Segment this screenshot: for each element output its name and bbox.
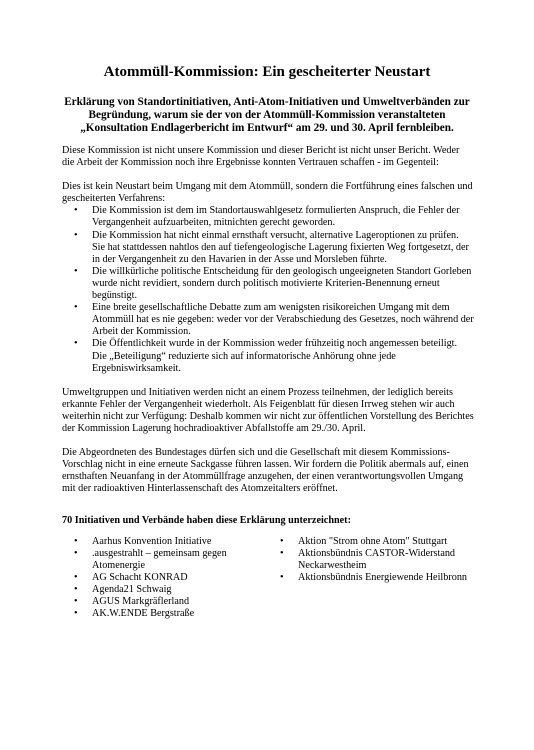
list-item: • .ausgestrahlt – gemeinsam gegen Atomenergie: [92, 548, 268, 572]
signers-right-column: [268, 536, 474, 621]
document-subtitle: Erklärung von Standortinitiativen, Anti-Atom-Initiativen und Umweltverbänden zur Begründung, warum sie der von der Atommüll-Kommission veranstalteten „Konsultation Endlagerbericht im Entwurf“ am 29. und 30. April fernbleiben.: [64, 96, 470, 134]
signers-left-column: [62, 536, 268, 621]
list-item: • Eine breite gesellschaftliche Debatte zum am wenigsten risikoreichen Umgang mit dem Atommüll hat es nie gegeben: weder vor der Verabschiedung des Gesetzes, noch während der Arbeit der Kommission.: [92, 302, 474, 338]
list-item: • AG Schacht KONRAD: [92, 572, 268, 584]
refusal-paragraph: Umweltgruppen und Initiativen werden nicht an einem Prozess teilnehmen, der lediglich bereits erkannte Fehler der Vergangenheit wiederholt. Als Feigenblatt für diesen Irrweg stehen wir auch weiterhin nicht zur Verfügung: Deshalb kommen wir nicht zur öffentlichen Vorstellung des Berichtes der Kommission Lagerung hochradioaktiver Abfallstoffe am 29./30. April.: [62, 386, 474, 434]
lead-paragraph: Dies ist kein Neustart beim Umgang mit dem Atommüll, sondern die Fortführung eines falschen und gescheiterten Verfahrens:: [62, 181, 473, 205]
signers-list-left: [62, 536, 268, 621]
list-item: • AGUS Markgräflerland: [92, 596, 268, 608]
signers-columns: [62, 536, 474, 621]
signers-list-right: [268, 536, 474, 584]
demand-paragraph: Die Abgeordneten des Bundestages dürfen sich und die Gesellschaft mit diesem Kommissions-Vorschlag nicht in eine erneute Sackgasse führen lassen. Wir fordern die Politik abermals auf, einen ernsthaften Neuanfang in der Atommüllfrage anzugehen, der einen verantwortungsvollen Umgang mit der radioaktiven Hinterlassenschaft des Atomzeitalters eröffnet.: [62, 447, 469, 495]
criticism-list: [62, 205, 474, 374]
intro-paragraph: Diese Kommission ist nicht unsere Kommission und dieser Bericht ist nicht unser Bericht. Weder die Arbeit der Kommission noch ihre Ergebnisse konnten Vertrauen schaffen - im Gegenteil:: [62, 145, 460, 169]
list-item: • Die willkürliche politische Entscheidung für den geologisch ungeeigneten Standort Gorleben wurde nicht revidiert, sondern durch politisch motivierte Kriterien-Benennung erneut begünstigt.: [92, 266, 474, 302]
signers-heading: 70 Initiativen und Verbände haben diese Erklärung unterzeichnet:: [62, 515, 351, 527]
list-item: • Die Kommission ist dem im Standortauswahlgesetz formulierten Anspruch, die Fehler der Vergangenheit aufzuarbeiten, mitnichten gerecht geworden.: [92, 205, 474, 229]
list-item: • Aarhus Konvention Initiative: [92, 536, 268, 548]
list-item: • Die Kommission hat nicht einmal ernsthaft versucht, alternative Lageroptionen zu prüfen. Sie hat stattdessen nahtlos den auf tiefengeologische Lagerung fixierten Weg fortgesetzt, der in der Vergangenheit zu den Havarien in der Asse und Morsleben führte.: [92, 230, 474, 266]
document-body: [62, 145, 474, 620]
document-title: Atommüll-Kommission: Ein gescheiterter Neustart: [103, 64, 431, 80]
list-item: • Aktionsbündnis Energiewende Heilbronn: [298, 572, 474, 584]
list-item: • Aktion "Strom ohne Atom" Stuttgart: [298, 536, 474, 548]
list-item: • Die Öffentlichkeit wurde in der Kommission weder frühzeitig noch angemessen beteiligt. Die „Beteiligung“ reduzierte sich auf informatorische Anhörung ohne jede Ergebniswirksamkeit.: [92, 338, 474, 374]
list-item: • AK.W.ENDE Bergstraße: [92, 608, 268, 620]
list-item: • Agenda21 Schwaig: [92, 584, 268, 596]
list-item: • Aktionsbündnis CASTOR-Widerstand Neckarwestheim: [298, 548, 474, 572]
